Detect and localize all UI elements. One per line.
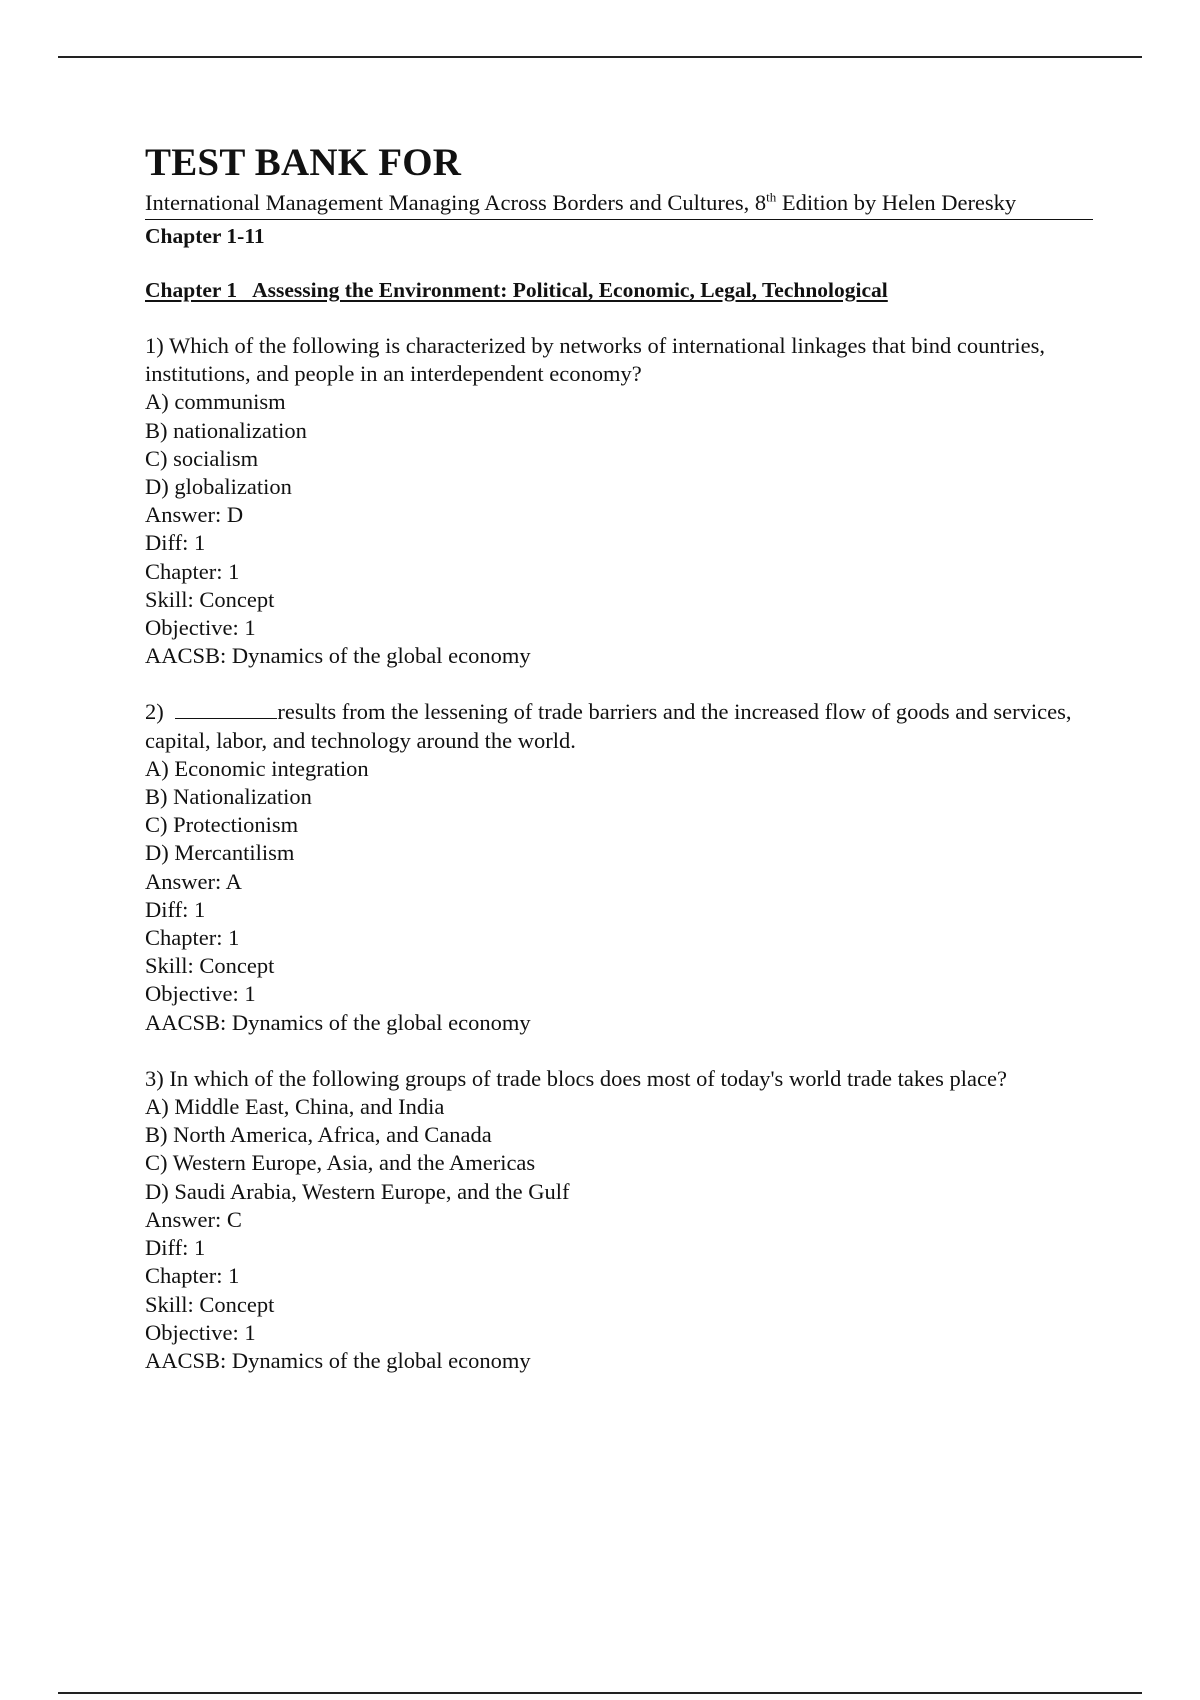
answer-line: Answer: C (145, 1206, 242, 1232)
aacsb-line: AACSB: Dynamics of the global economy (145, 643, 531, 669)
question-3 (145, 1065, 1095, 1375)
option-b: B) Nationalization (145, 784, 312, 810)
answer-line: Answer: D (145, 502, 244, 528)
bottom-rule (58, 1692, 1142, 1694)
objective-line: Objective: 1 (145, 981, 256, 1007)
option-c: C) socialism (145, 445, 259, 471)
chapter-line: Chapter: 1 (145, 558, 240, 584)
aacsb-line: AACSB: Dynamics of the global economy (145, 1009, 531, 1035)
fill-in-blank (175, 700, 277, 719)
option-a: A) Middle East, China, and India (145, 1094, 445, 1120)
option-c: C) Protectionism (145, 812, 299, 838)
option-d: D) Mercantilism (145, 840, 295, 866)
option-a: A) Economic integration (145, 755, 369, 781)
option-a: A) communism (145, 389, 286, 415)
book-author-text: Edition by Helen Deresky (776, 190, 1017, 215)
option-c: C) Western Europe, Asia, and the Americas (145, 1150, 536, 1176)
chapter-line: Chapter: 1 (145, 925, 240, 951)
chapter-heading: Chapter 1 Assessing the Environment: Political, Economic, Legal, Technological (145, 278, 888, 302)
question-2 (145, 698, 1095, 1036)
chapter-line: Chapter: 1 (145, 1263, 240, 1289)
option-b: B) North America, Africa, and Canada (145, 1122, 492, 1148)
aacsb-line: AACSB: Dynamics of the global economy (145, 1347, 531, 1373)
top-rule (58, 56, 1142, 58)
edition-superscript: th (766, 189, 777, 205)
book-title-line (145, 188, 1093, 220)
question-1 (145, 332, 1095, 670)
option-d: D) globalization (145, 474, 292, 500)
question-number: 2) (145, 699, 170, 725)
question-text: results from the lessening of trade barriers and the increased flow of goods and services, capital, labor, and technology around the world. (145, 699, 1072, 753)
skill-line: Skill: Concept (145, 1291, 275, 1317)
difficulty-line: Diff: 1 (145, 530, 206, 556)
objective-line: Objective: 1 (145, 615, 256, 641)
document-page (145, 138, 1095, 1375)
book-title-text: International Management Managing Across Borders and Cultures, 8 (145, 190, 767, 215)
option-d: D) Saudi Arabia, Western Europe, and the Gulf (145, 1178, 570, 1204)
chapters-range: Chapter 1-11 (145, 224, 265, 248)
difficulty-line: Diff: 1 (145, 896, 206, 922)
option-b: B) nationalization (145, 417, 307, 443)
skill-line: Skill: Concept (145, 586, 275, 612)
answer-line: Answer: A (145, 868, 242, 894)
difficulty-line: Diff: 1 (145, 1235, 206, 1261)
question-stem (145, 698, 1095, 754)
skill-line: Skill: Concept (145, 953, 275, 979)
question-stem: 3) In which of the following groups of trade blocs does most of today's world trade takes place? (145, 1065, 1007, 1091)
document-title: TEST BANK FOR (145, 141, 462, 184)
question-stem: 1) Which of the following is characterized by networks of international linkages that bind countries, institutions, and people in an interdependent economy? (145, 333, 1045, 387)
objective-line: Objective: 1 (145, 1319, 256, 1345)
